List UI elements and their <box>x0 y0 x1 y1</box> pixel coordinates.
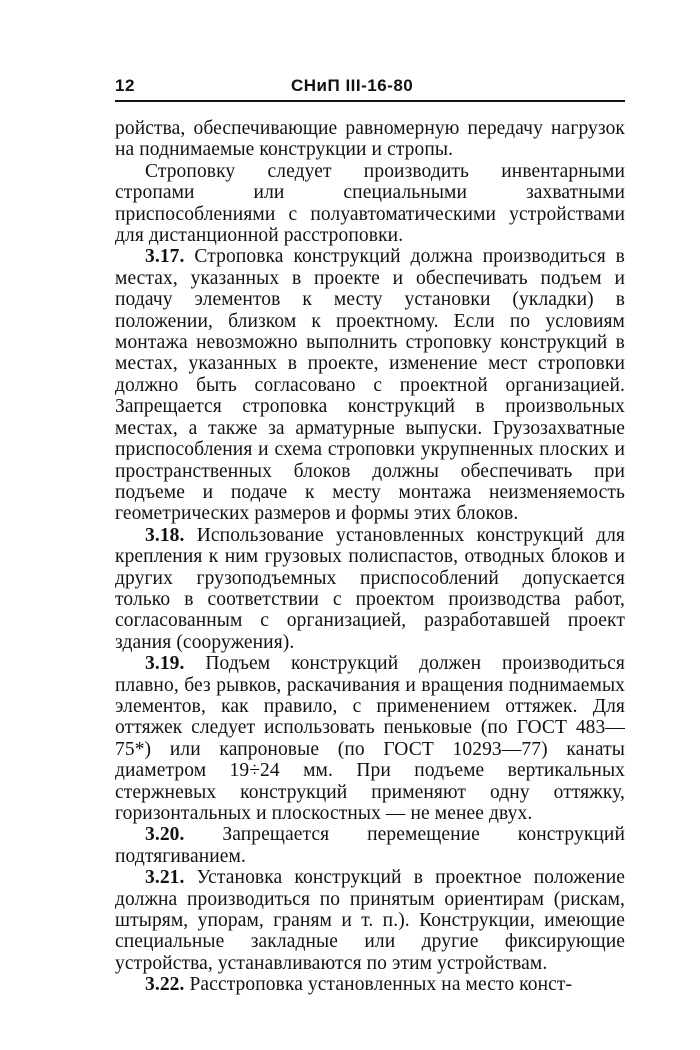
clause-3-18 <box>115 525 625 653</box>
clause-3-19 <box>115 653 625 824</box>
clause-text: Подъем конструкций должен производиться плавно, без рывков, раскачивания и вращения поднимаемых элементов, как правило, с применением оттяжек. Для оттяжек следует использовать пеньковые (по ГОСТ 483—75*) или капроновые (по ГОСТ 10293—77) канаты диаметром 19÷24 мм. При подъеме вертикальных стержневых конструкций применяют одну оттяжку, горизонтальных и плоскостных — не менее двух. <box>115 653 625 824</box>
clause-number: 3.20. <box>145 824 185 846</box>
clause-text: Использование установленных конструкций для крепления к ним грузовых полиспастов, отводных блоков и других грузоподъемных приспособлений допускается только в соответствии с проектом производства работ, согласованным с организацией, разработавшей проект здания (сооружения). <box>115 524 625 653</box>
clause-3-22 <box>115 974 625 995</box>
page-number: 12 <box>115 76 135 95</box>
clause-text: Запрещается перемещение конструкций подтягиванием. <box>115 824 626 867</box>
clause-3-20 <box>115 824 625 867</box>
paragraph <box>115 161 625 247</box>
clause-number: 3.22. <box>145 974 185 996</box>
body-text <box>115 118 625 996</box>
clause-text: Установка конструкций в проектное положение должна производиться по принятым ориентирам (рискам, штырям, упорам, граням и т. п.). Конструкции, имеющие специальные закладные или другие фиксирующие устройства, устанавливаются по этим устройствам. <box>115 867 625 974</box>
document-code: СНиП III-16-80 <box>291 76 414 95</box>
clause-number: 3.19. <box>145 653 185 675</box>
clause-3-17 <box>115 246 625 524</box>
clause-number: 3.21. <box>145 867 185 889</box>
clause-number: 3.17. <box>145 246 185 268</box>
clause-3-21 <box>115 867 625 974</box>
clause-number: 3.18. <box>145 524 185 546</box>
paragraph-text: ройства, обеспечивающие равномерную передачу нагрузок на поднимаемые конструкции и стропы. <box>115 118 625 161</box>
clause-text: Расстроповка установленных на место конст- <box>189 974 573 996</box>
page-header <box>115 72 625 102</box>
header-rule <box>115 100 625 102</box>
clause-text: Строповка конструкций должна производиться в местах, указанных в проекте и обеспечивать подъем и подачу элементов к месту установки (укладки) в положении, близком к проектному. Если по условиям монтажа невозможно выполнить строповку конструкций в местах, указанных в проекте, изменение мест строповки должно быть согласовано с проектной организацией. Запрещается строповка конструкций в произвольных местах, а также за арматурные выпуски. Грузозахватные приспособления и схема строповки укрупненных плоских и пространственных блоков должны обеспечивать при подъеме и подаче к месту монтажа неизменяемость геометрических размеров и формы этих блоков. <box>115 246 625 525</box>
paragraph-text: Строповку следует производить инвентарными стропами или специальными захватными приспособлениями с полуавтоматическими устройствами для дистанционной расстроповки. <box>115 160 625 247</box>
paragraph-continuation <box>115 118 625 161</box>
